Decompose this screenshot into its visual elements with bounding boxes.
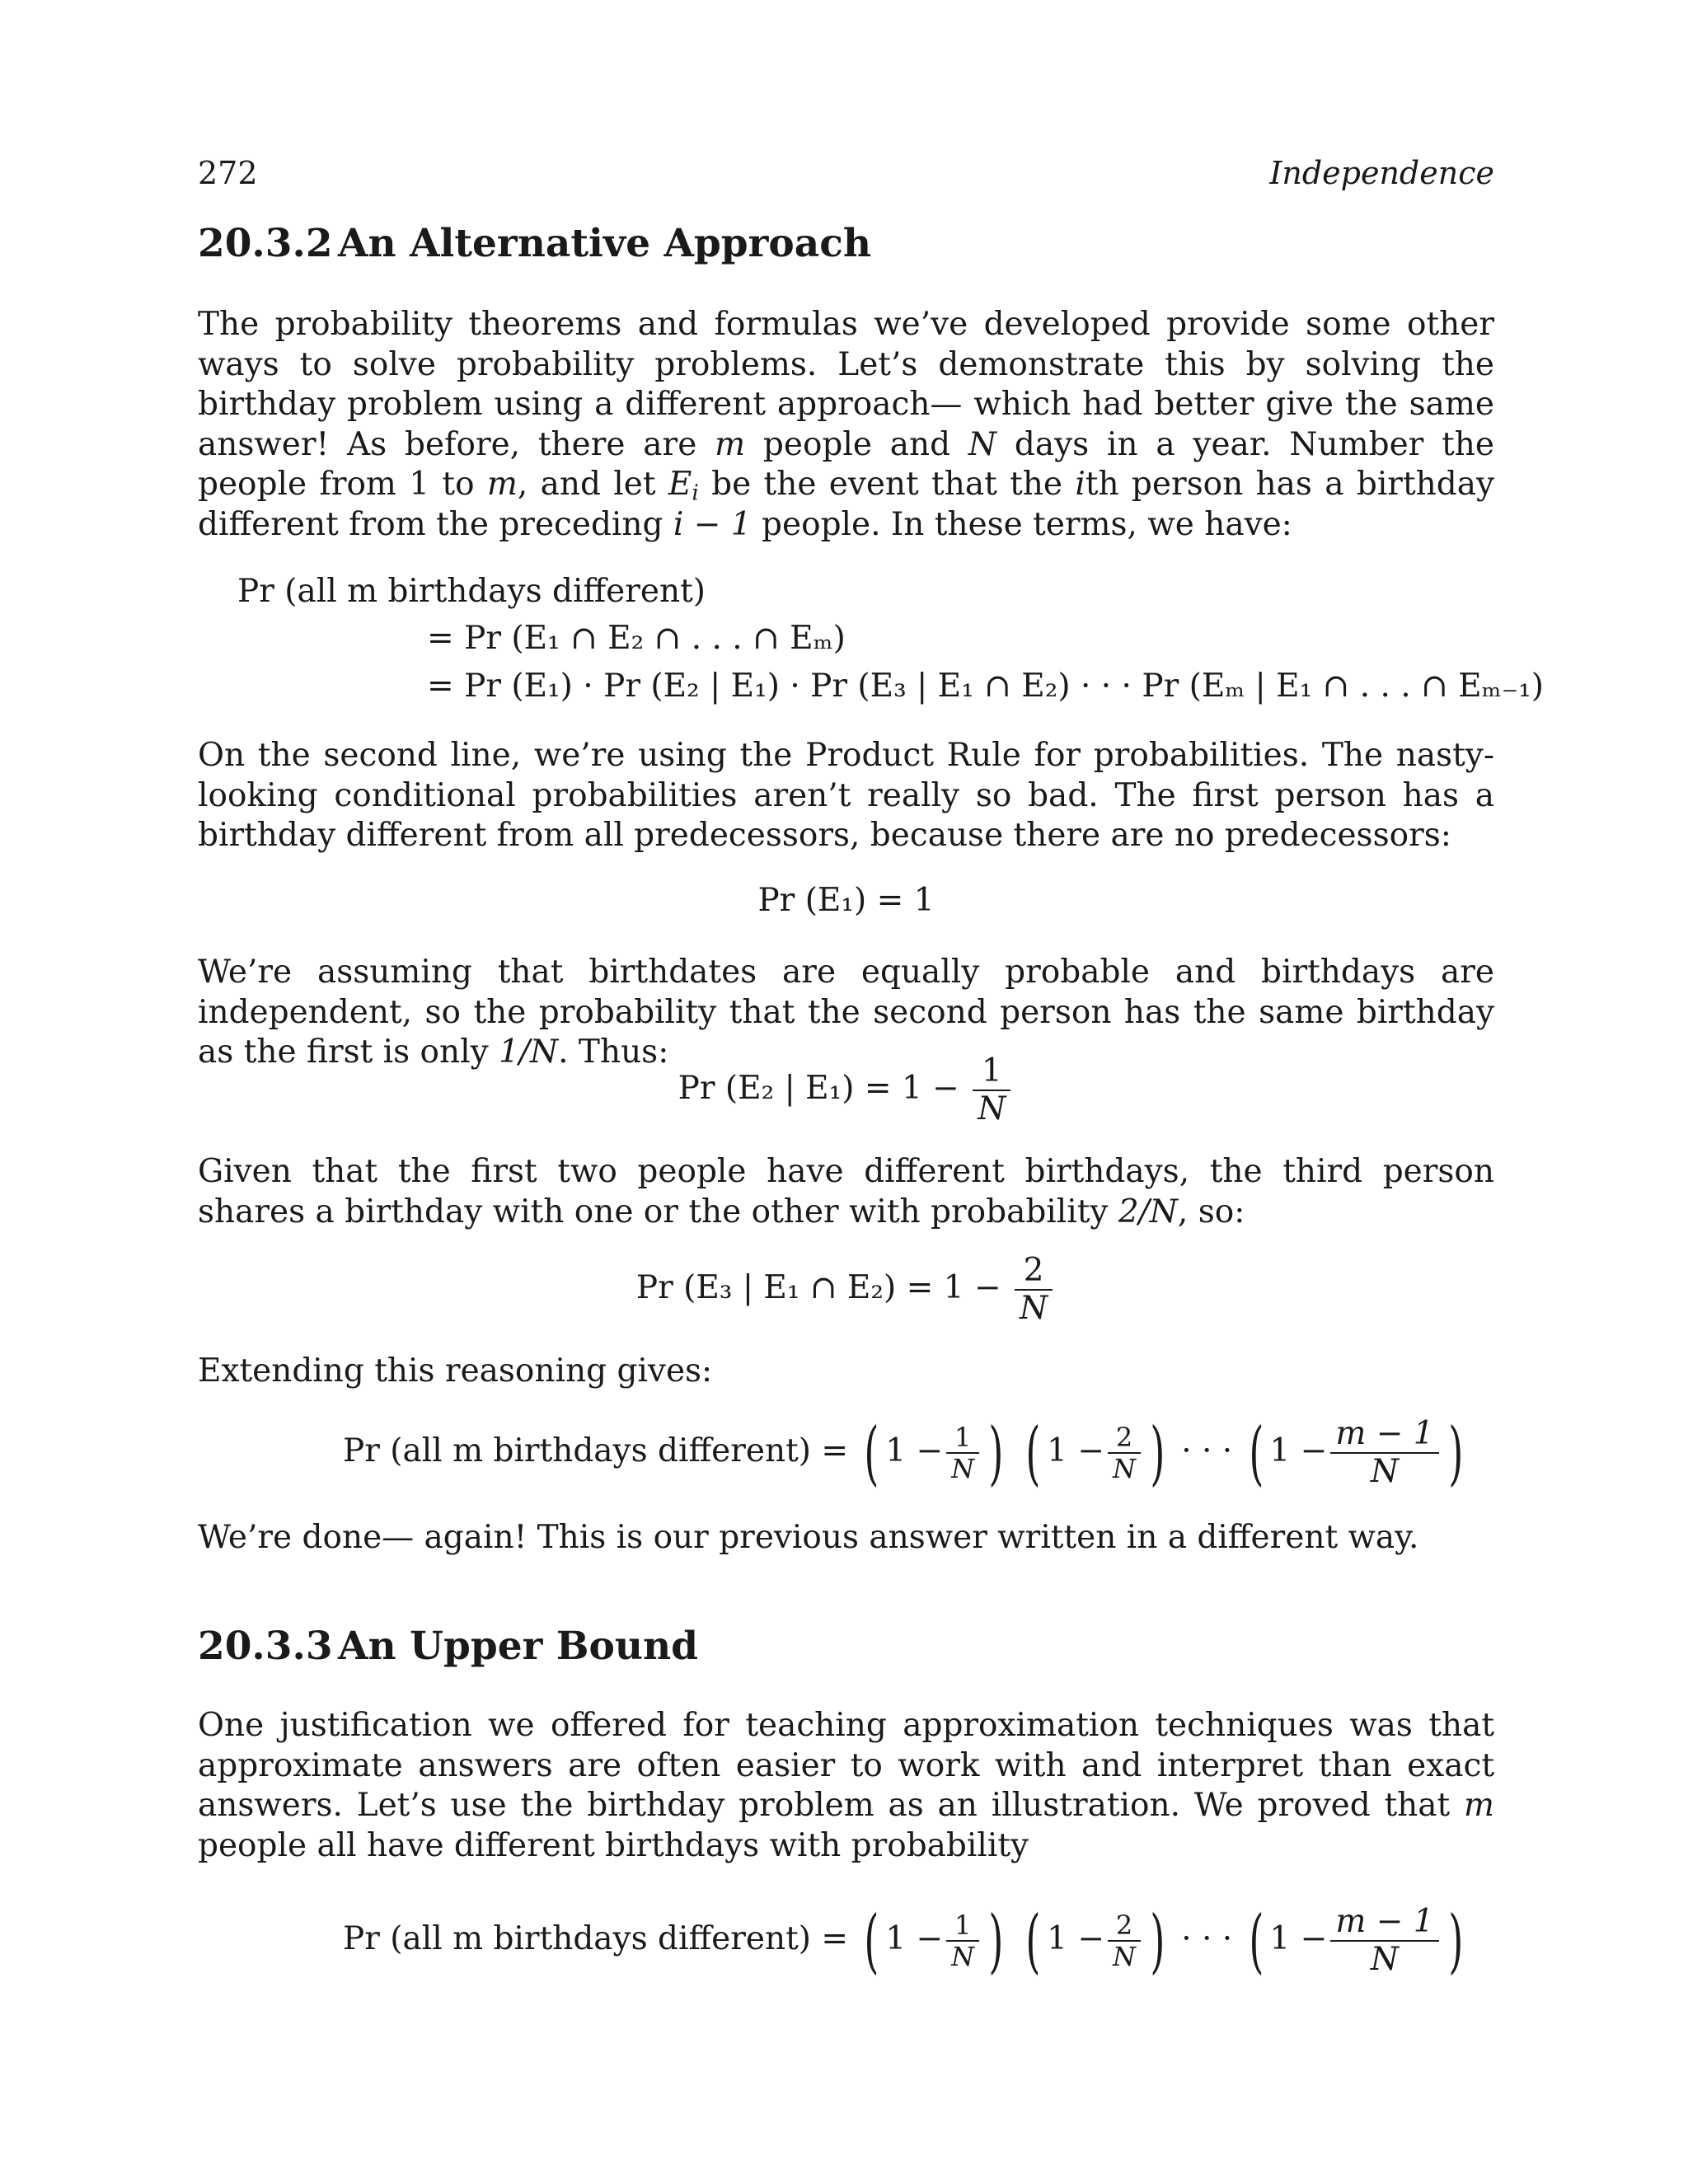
- section-number: 20.3.2: [198, 221, 333, 266]
- paragraph-done: We’re done— again! This is our previous answer written in a different way.: [198, 1519, 1419, 1556]
- fraction: [1015, 1253, 1053, 1327]
- denominator: N: [978, 1090, 1006, 1127]
- equation-pr-e3: [198, 1253, 1494, 1327]
- fraction: [1108, 1910, 1141, 1971]
- paragraph-extending: Extending this reasoning gives:: [198, 1352, 713, 1390]
- text-run: , so:: [1177, 1193, 1245, 1230]
- math-m: m: [486, 466, 518, 503]
- section-title: An Alternative Approach: [338, 221, 872, 266]
- numerator: 2: [1108, 1910, 1141, 1942]
- fraction: [946, 1910, 979, 1971]
- text-run: people and: [745, 425, 968, 463]
- text-run: The probability theorems and formulas we’ve developed provide some other ways to solve probability problems. Let’s demonstrate this by solving the birthday problem using a different approach— which had better give the same answer! As before, there are: [198, 306, 1494, 463]
- text-run: . Thus:: [558, 1033, 669, 1071]
- minus: −: [1300, 1432, 1328, 1469]
- equation-line-3: = Pr (E₁) · Pr (E₂ | E₁) · Pr (E₃ | E₁ ∩ E₂) · · · Pr (Eₘ | E₁ ∩ . . . ∩ Eₘ₋₁): [427, 668, 1545, 705]
- text-run: We’re assuming that birthdates are equally probable and birthdays are independent, so the probability that the second person has the same birthday as the first is only: [198, 954, 1494, 1071]
- equation-left: Pr (all m birthdays different) =: [343, 1920, 849, 1957]
- text-run: be the event that the: [698, 466, 1076, 503]
- denominator: N: [1113, 1941, 1137, 1972]
- equation-pr-e2: [198, 1053, 1494, 1127]
- section-heading-upper-bound: [198, 1624, 698, 1669]
- one: 1: [1047, 1920, 1067, 1957]
- left-paren: (: [864, 1900, 879, 1981]
- math-sub-i: i: [692, 480, 699, 506]
- math-m: m: [715, 425, 746, 463]
- minus: −: [916, 1920, 944, 1957]
- denominator: N: [951, 1453, 975, 1484]
- left-paren: (: [1025, 1413, 1041, 1493]
- minus: −: [1077, 1920, 1105, 1957]
- denominator: N: [951, 1941, 975, 1972]
- fraction: [1330, 1904, 1438, 1978]
- one: 1: [1047, 1432, 1067, 1469]
- math-E: E: [668, 466, 692, 503]
- fraction: [1108, 1422, 1141, 1483]
- ellipsis: · · ·: [1181, 1432, 1233, 1469]
- one: 1: [1269, 1432, 1291, 1469]
- left-paren: (: [864, 1413, 879, 1493]
- minus: −: [1077, 1432, 1105, 1469]
- numerator: 1: [946, 1910, 979, 1942]
- right-paren: ): [988, 1413, 1004, 1493]
- equation-left: Pr (all m birthdays different) =: [343, 1432, 849, 1469]
- paragraph-product-rule: On the second line, we’re using the Product Rule for probabilities. The nasty-looking conditional probabilities aren’t really so bad. The first person has a birthday different from all predecessors, because there are no predecessors:: [198, 737, 1494, 854]
- section-title: An Upper Bound: [338, 1624, 699, 1669]
- denominator: N: [1020, 1290, 1048, 1327]
- one: 1: [1269, 1920, 1291, 1957]
- left-paren: (: [1025, 1900, 1041, 1981]
- equation-left: Pr (E₂ | E₁) = 1 −: [678, 1070, 959, 1107]
- math-m: m: [1464, 1787, 1494, 1824]
- equation-product-2: [343, 1900, 1469, 1981]
- text-run: people all have different birthdays with probability: [198, 1826, 1029, 1864]
- one: 1: [885, 1432, 907, 1469]
- paragraph-third-person: [198, 1152, 1494, 1232]
- paragraph-approximation: [198, 1706, 1494, 1866]
- section-number: 20.3.3: [198, 1624, 333, 1669]
- text-run: days in a year. Number the people from 1 to: [198, 425, 1494, 503]
- numerator: 2: [1108, 1422, 1141, 1454]
- right-paren: ): [1447, 1900, 1464, 1981]
- equation-line-1: Pr (all m birthdays different): [237, 573, 706, 610]
- ellipsis: · · ·: [1181, 1920, 1233, 1957]
- numerator: m − 1: [1330, 1904, 1438, 1942]
- fraction: [973, 1053, 1010, 1127]
- minus: −: [1300, 1920, 1328, 1957]
- equation-left: Pr (E₃ | E₁ ∩ E₂) = 1 −: [635, 1269, 1001, 1306]
- section-heading-alternative-approach: [198, 221, 871, 266]
- math-2-over-N: 2/N: [1118, 1193, 1178, 1230]
- page-header: [198, 155, 1494, 196]
- page-number: 272: [198, 155, 258, 191]
- one: 1: [885, 1920, 907, 1957]
- fraction: [946, 1422, 979, 1483]
- math-i-minus-1: i − 1: [673, 505, 752, 543]
- paragraph-intro: [198, 305, 1494, 545]
- math-1-over-N: 1/N: [499, 1033, 559, 1071]
- equation-pr-e1: Pr (E₁) = 1: [757, 882, 935, 919]
- right-paren: ): [1150, 1413, 1165, 1493]
- denominator: N: [1113, 1453, 1137, 1484]
- left-paren: (: [1249, 1900, 1264, 1981]
- text-run: people. In these terms, we have:: [751, 505, 1292, 543]
- text-run: Given that the first two people have different birthdays, the third person shares a birthday with one or the other with probability: [198, 1153, 1494, 1230]
- numerator: 1: [946, 1422, 979, 1454]
- numerator: 1: [973, 1053, 1010, 1091]
- left-paren: (: [1249, 1413, 1264, 1493]
- denominator: N: [1370, 1453, 1400, 1490]
- equation-product-1: [343, 1413, 1469, 1493]
- minus: −: [916, 1432, 944, 1469]
- running-head: Independence: [1269, 155, 1494, 191]
- math-N: N: [968, 425, 997, 463]
- numerator: 2: [1015, 1253, 1053, 1291]
- math-i: i: [1075, 466, 1085, 503]
- numerator: m − 1: [1330, 1416, 1438, 1454]
- text-run: th person has a birthday different from the preceding: [198, 466, 1494, 543]
- text-run: , and let: [517, 466, 668, 503]
- equation-line-2: = Pr (E₁ ∩ E₂ ∩ . . . ∩ Eₘ): [427, 620, 846, 657]
- right-paren: ): [1447, 1413, 1464, 1493]
- text-run: One justification we offered for teaching approximation techniques was that approximate answers are often easier to work with and interpret than exact answers. Let’s use the birthday problem as an illustration. We proved that: [198, 1707, 1494, 1824]
- right-paren: ): [1150, 1900, 1165, 1981]
- fraction: [1330, 1416, 1438, 1490]
- denominator: N: [1370, 1941, 1400, 1978]
- right-paren: ): [988, 1900, 1004, 1981]
